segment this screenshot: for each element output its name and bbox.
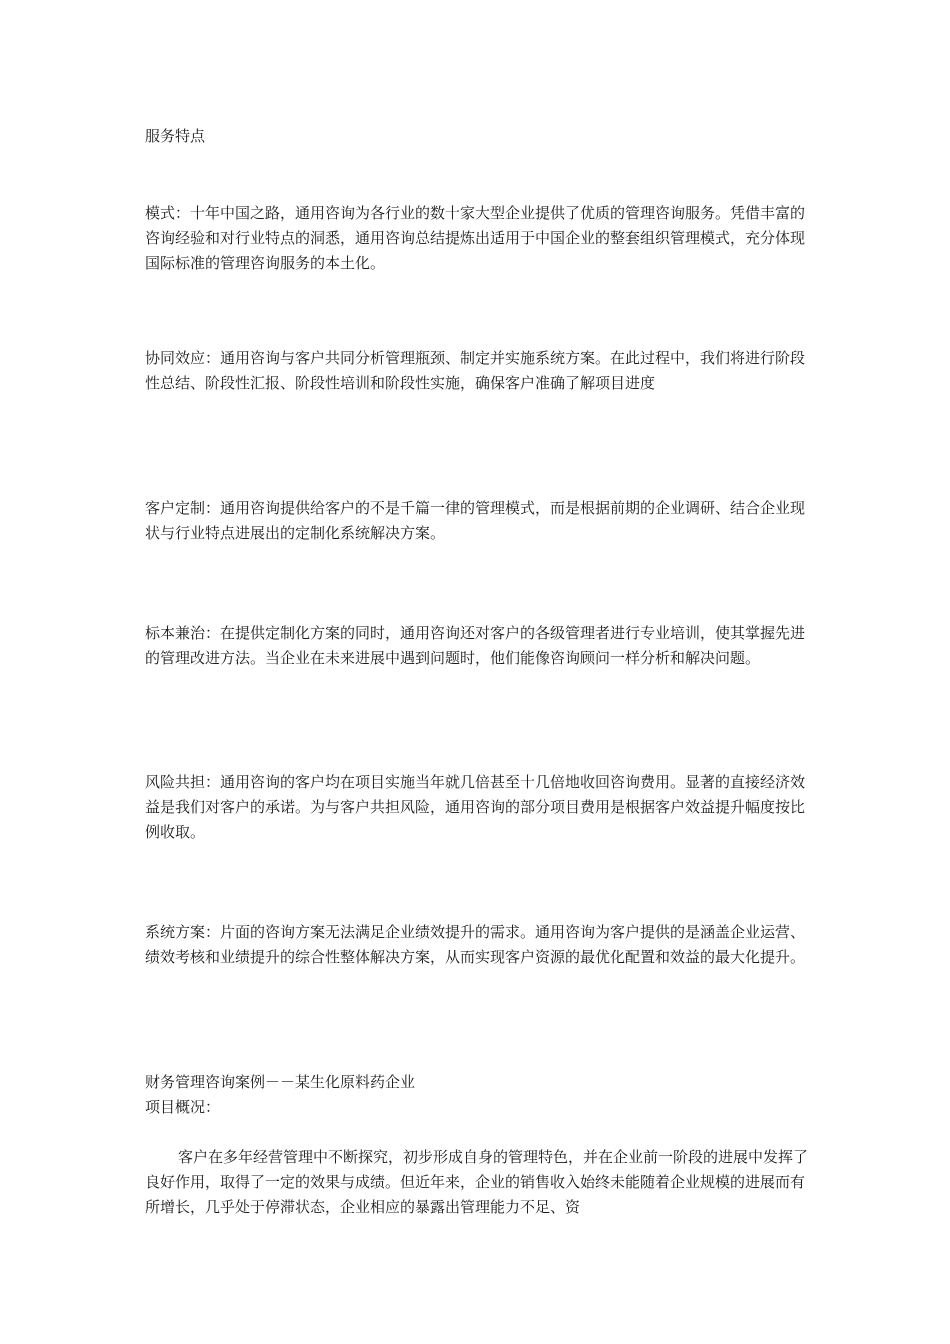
overview-paragraph: 客户在多年经营管理中不断探究，初步形成自身的管理特色，并在企业前一阶段的进展中发挥了良好作用，取得了一定的效果与成绩。但近年来，企业的销售收入始终未能随着企业规模的进展而有所增长，几乎处于停滞状态，企业相应的暴露出管理能力不足、资 xyxy=(145,1148,809,1216)
feature-paragraph-root-cause: 标本兼治：在提供定制化方案的同时，通用咨询还对客户的各级管理者进行专业培训，使其掌握先进的管理改进方法。当企业在未来进展中遇到问题时，他们能像咨询顾问一样分析和解决问题。 xyxy=(145,624,806,667)
feature-paragraph-synergy: 协同效应：通用咨询与客户共同分析管理瓶颈、制定并实施系统方案。在此过程中，我们将进行阶段性总结、阶段性汇报、阶段性培训和阶段性实施，确保客户准确了解项目进度 xyxy=(145,349,806,392)
feature-paragraph-custom: 客户定制：通用咨询提供给客户的不是千篇一律的管理模式，而是根据前期的企业调研、结合企业现状与行业特点进展出的定制化系统解决方案。 xyxy=(145,499,806,542)
section-heading: 服务特点 xyxy=(145,127,206,145)
feature-paragraph-risk-sharing: 风险共担：通用咨询的客户均在项目实施当年就几倍甚至十几倍地收回咨询费用。显著的直接经济效益是我们对客户的承诺。为与客户共担风险，通用咨询的部分项目费用是根据客户效益提升幅度按比例收取。 xyxy=(145,773,806,841)
feature-paragraph-model: 模式：十年中国之路，通用咨询为各行业的数十家大型企业提供了优质的管理咨询服务。凭借丰富的咨询经验和对行业特点的洞悉，通用咨询总结提炼出适用于中国企业的整套组织管理模式，充分体现国际标准的管理咨询服务的本土化。 xyxy=(145,204,806,272)
case-title: 财务管理咨询案例－－某生化原料药企业 xyxy=(145,1073,416,1091)
overview-label: 项目概况： xyxy=(145,1098,221,1116)
feature-paragraph-system-solution: 系统方案：片面的咨询方案无法满足企业绩效提升的需求。通用咨询为客户提供的是涵盖企业运营、绩效考核和业绩提升的综合性整体解决方案，从而实现客户资源的最优化配置和效益的最大化提升。 xyxy=(145,923,806,966)
